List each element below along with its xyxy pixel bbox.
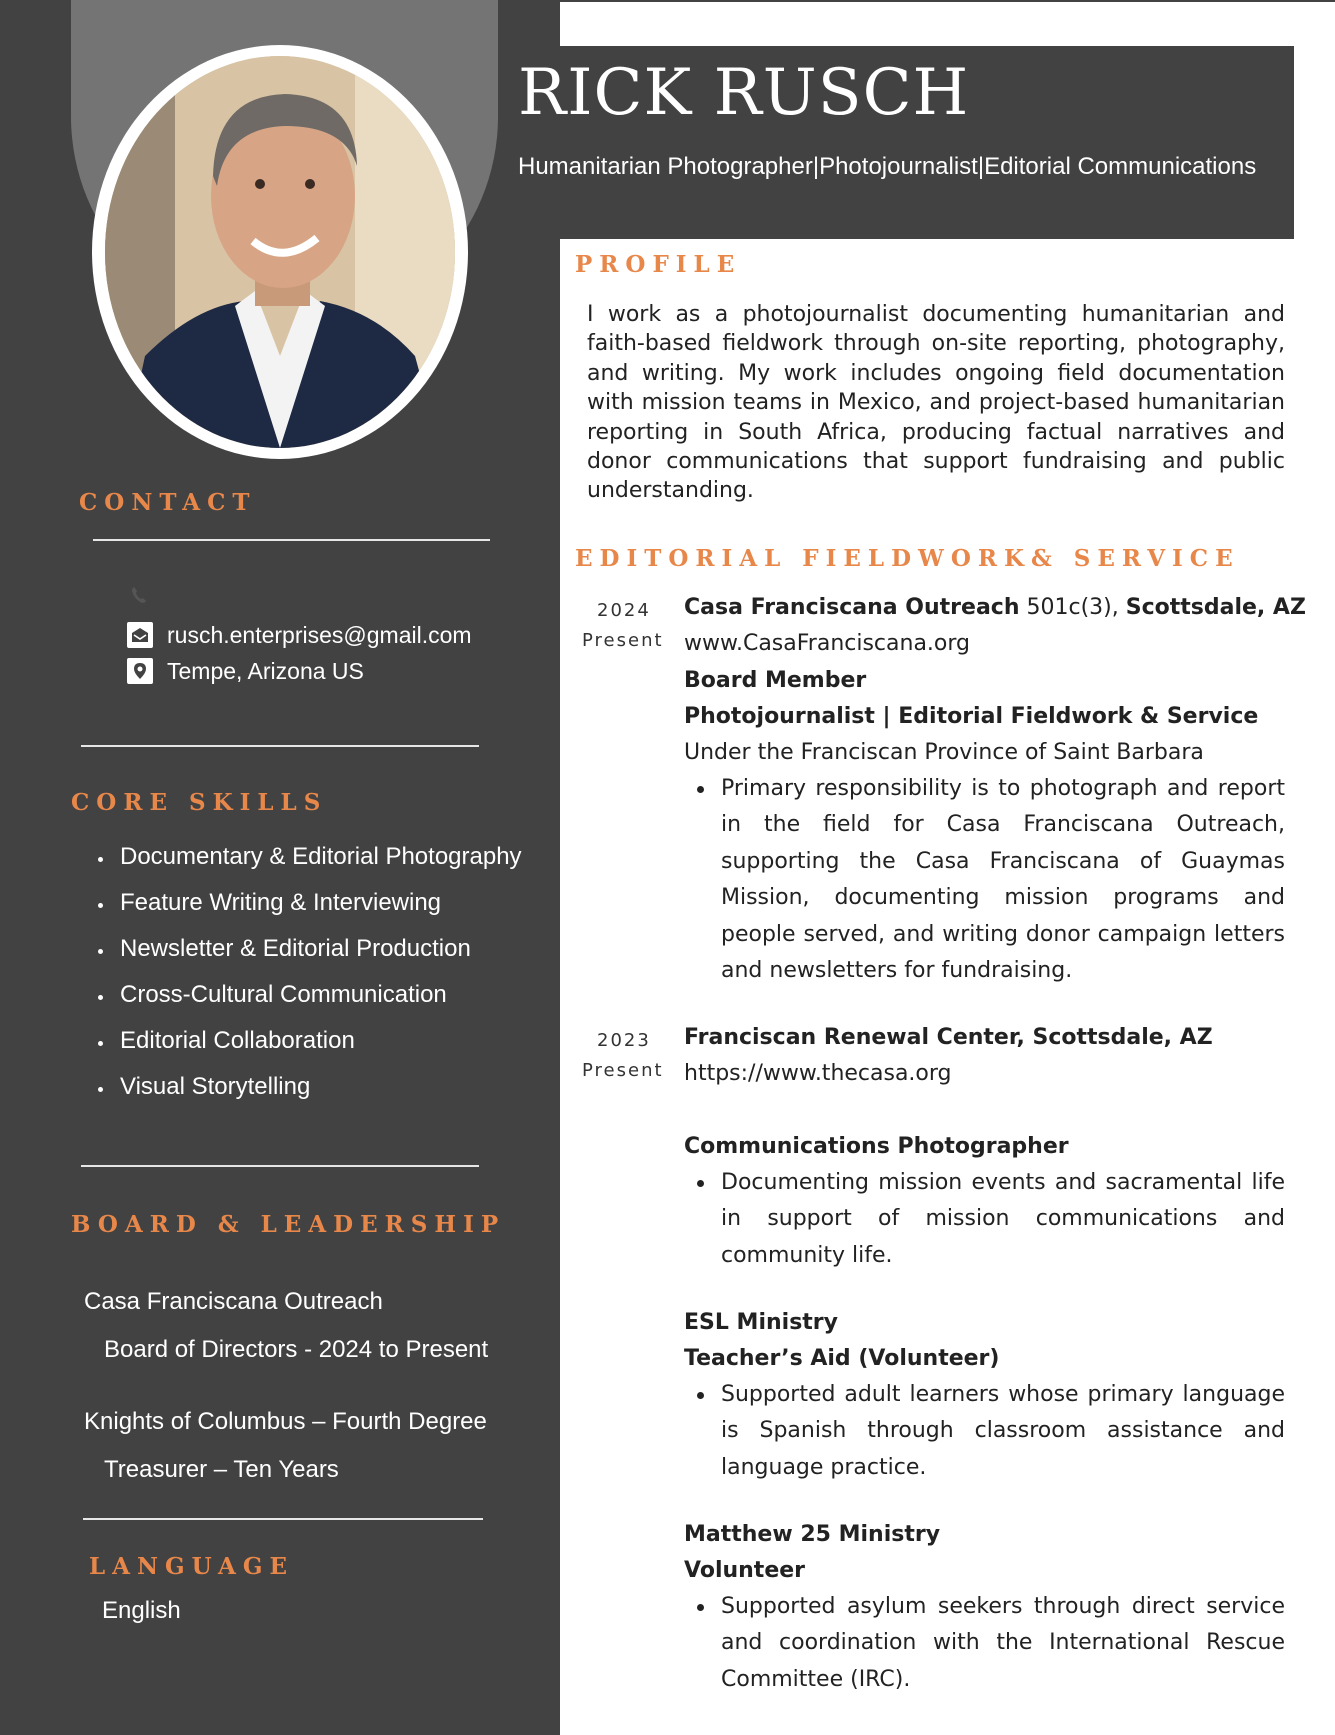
board-heading: BOARD & LEADERSHIP [71, 1211, 506, 1238]
role-bullet: Documenting mission events and sacramental life in support of mission communications and community life. [721, 1170, 1285, 1268]
entry-year: 2024 [597, 600, 651, 621]
entry-end: Present [582, 1060, 664, 1081]
role-subtitle: Volunteer [684, 1558, 806, 1583]
entry-role: Board Member [684, 668, 867, 693]
entry-end: Present [582, 630, 664, 651]
contact-email[interactable]: rusch.enterprises@gmail.com [167, 621, 472, 648]
phone-icon [131, 586, 147, 604]
divider [83, 1518, 483, 1520]
role-title: Matthew 25 Ministry [684, 1522, 941, 1547]
person-name: RICK RUSCH [518, 56, 970, 130]
skills-heading: CORE SKILLS [71, 789, 328, 816]
contact-heading: CONTACT [79, 489, 257, 516]
profile-photo [105, 56, 455, 448]
language-heading: LANGUAGE [89, 1553, 295, 1580]
role-subtitle: Teacher’s Aid (Volunteer) [684, 1346, 1000, 1371]
person-title: Humanitarian Photographer|Photojournalist|Editorial Communications [518, 153, 1257, 180]
role-title: Communications Photographer [684, 1134, 1069, 1159]
role-title: ESL Ministry [684, 1310, 838, 1335]
bullet-dot [697, 1604, 704, 1611]
role-bullet: Supported adult learners whose primary language is Spanish through classroom assistance and language practice. [721, 1382, 1285, 1480]
entry-bullet: Primary responsibility is to photograph and report in the field for Casa Franciscana Outreach, supporting the Casa Franciscana of Guaymas Mission, documenting mission programs and people served, and writing donor campaign letters and newsletters for fundraising. [721, 776, 1285, 984]
entry-place: Scottsdale, AZ [1125, 595, 1306, 620]
contact-location-row [127, 657, 364, 685]
bullet-dot [697, 786, 704, 793]
role-bullet: Supported asylum seekers through direct service and coordination with the International Rescue Committee (IRC). [721, 1594, 1285, 1692]
entry-org-type: 501c(3), [1019, 595, 1126, 620]
contact-email-row[interactable] [127, 621, 472, 649]
board-org: Casa Franciscana Outreach [84, 1288, 383, 1315]
entry-org-line [684, 595, 1306, 620]
location-pin-icon [127, 658, 153, 684]
profile-text: I work as a photojournalist documenting humanitarian and faith-based fieldwork through on-site reporting, photography, and writing. My work includes ongoing field documentation with mission teams in Mexico, and project-based humanitarian reporting in South Africa, producing factual narratives and donor communications that support fundraising and public understanding. [587, 302, 1285, 504]
fieldwork-heading: EDITORIAL FIELDWORK& SERVICE [575, 545, 1240, 572]
language-value: English [102, 1597, 181, 1624]
top-strip [560, 0, 1335, 2]
bullet-dot [697, 1180, 704, 1187]
divider [93, 539, 490, 541]
divider [81, 1165, 479, 1167]
entry-org: Franciscan Renewal Center, Scottsdale, AZ [684, 1025, 1213, 1050]
entry-url[interactable]: www.CasaFranciscana.org [684, 631, 971, 656]
board-role: Board of Directors - 2024 to Present [104, 1336, 489, 1363]
profile-heading: PROFILE [575, 251, 742, 278]
entry-org: Casa Franciscana Outreach [684, 595, 1020, 620]
entry-note: Under the Franciscan Province of Saint Barbara [684, 740, 1204, 765]
board-role: Treasurer – Ten Years [104, 1456, 339, 1483]
entry-role: Photojournalist | Editorial Fieldwork & Service [684, 704, 1259, 729]
bullet-dot [697, 1392, 704, 1399]
divider [81, 745, 479, 747]
email-icon [127, 622, 153, 648]
contact-location: Tempe, Arizona US [167, 657, 364, 684]
entry-year: 2023 [597, 1030, 651, 1051]
board-org: Knights of Columbus – Fourth Degree [84, 1408, 487, 1435]
entry-url[interactable]: https://www.thecasa.org [684, 1061, 952, 1086]
